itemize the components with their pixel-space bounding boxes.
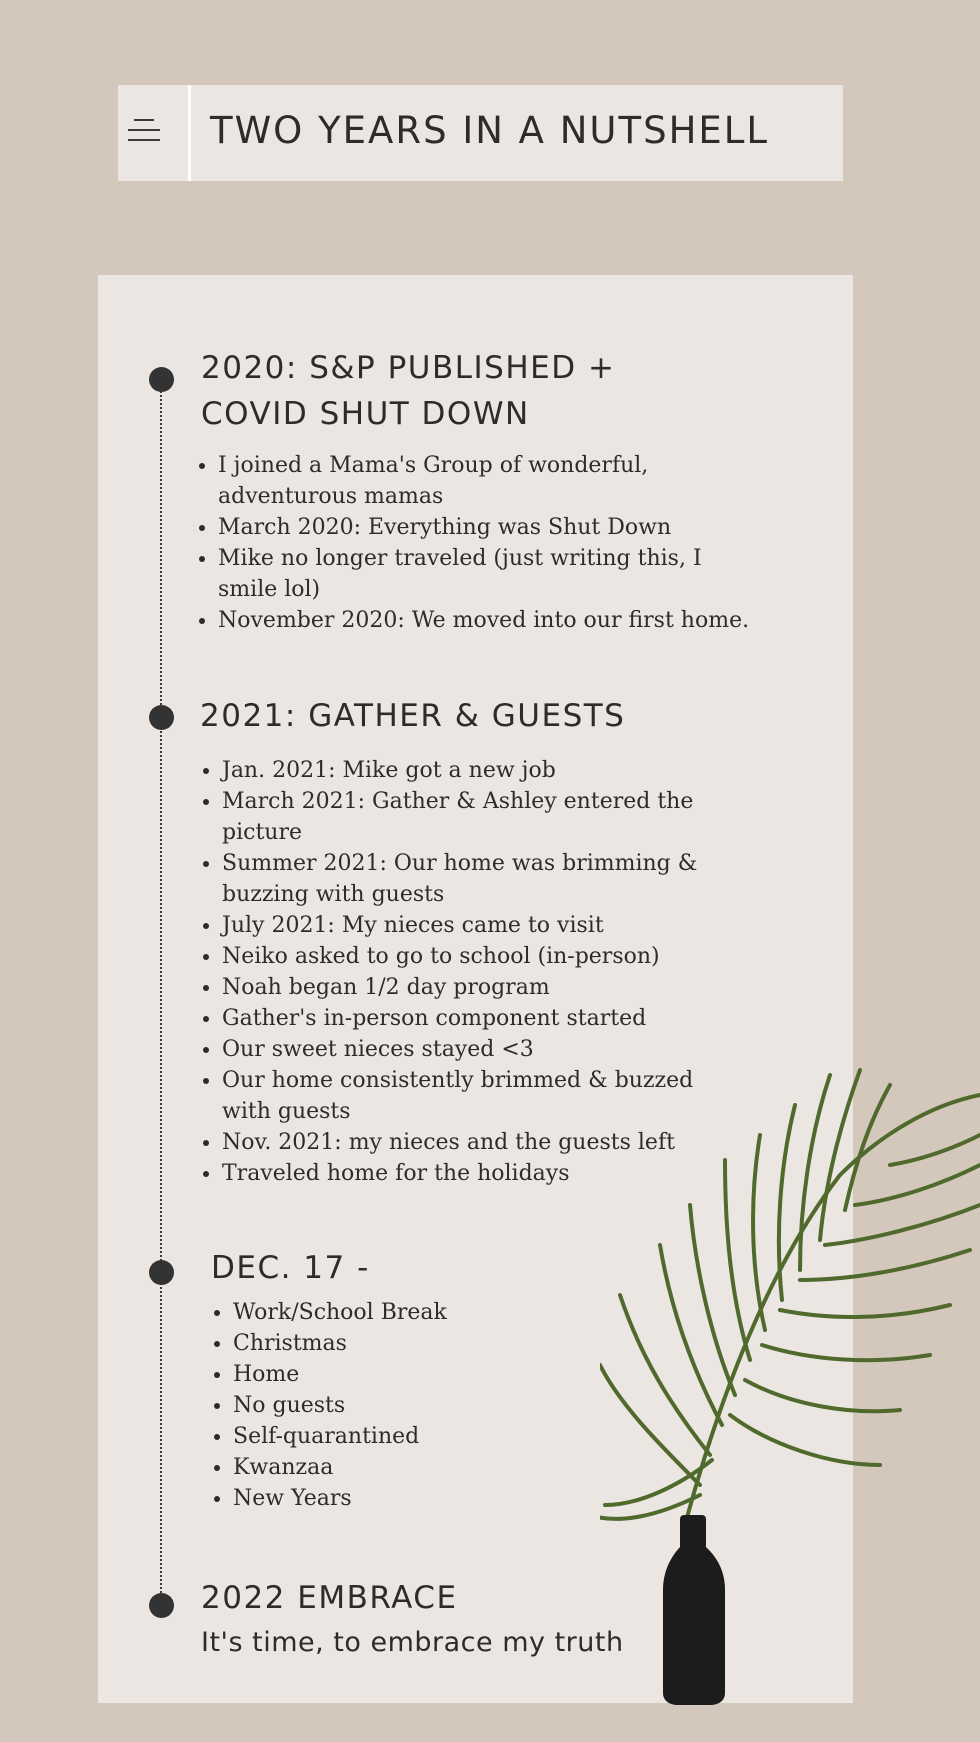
hamburger-menu-icon[interactable] (128, 117, 160, 143)
timeline-dot-2020 (149, 367, 174, 392)
list-item: • Kwanzaa (233, 1452, 553, 1483)
header-divider (188, 85, 191, 181)
timeline-line (160, 380, 162, 1605)
list-item: • July 2021: My nieces came to visit (222, 910, 742, 941)
vase-icon (663, 1515, 725, 1705)
list-item: • No guests (233, 1390, 553, 1421)
list-item: • November 2020: We moved into our first home. (218, 605, 758, 636)
list-item: • Neiko asked to go to school (in-person) (222, 941, 742, 972)
list-item: • Work/School Break (233, 1297, 553, 1328)
palm-leaf-icon (600, 1070, 980, 1525)
list-item: • New Years (233, 1483, 553, 1514)
timeline-dot-dec (149, 1260, 174, 1285)
list-item: • Our home consistently brimmed & buzzed with guests (222, 1065, 742, 1127)
list-item: • Mike no longer traveled (just writing this, I smile lol) (218, 543, 758, 605)
section-title-2022: 2022 EMBRACE (201, 1580, 458, 1616)
list-item: • Jan. 2021: Mike got a new job (222, 755, 742, 786)
palm-plant-illustration (600, 1065, 980, 1705)
list-item: • Christmas (233, 1328, 553, 1359)
section-title-2020: 2020: S&P PUBLISHED + COVID SHUT DOWN (201, 350, 616, 432)
page-title: TWO YEARS IN A NUTSHELL (210, 109, 770, 152)
list-item: • Home (233, 1359, 553, 1390)
header-bar (118, 85, 843, 181)
list-item: • Self-quarantined (233, 1421, 553, 1452)
list-2020 (198, 450, 758, 636)
list-item: • Summer 2021: Our home was brimming & buzzing with guests (222, 848, 742, 910)
list-item: • Gather's in-person component started (222, 1003, 742, 1034)
list-item: • I joined a Mama's Group of wonderful, adventurous mamas (218, 450, 758, 512)
list-item: • Noah began 1/2 day program (222, 972, 742, 1003)
section-title-2021: 2021: GATHER & GUESTS (200, 698, 626, 734)
list-dec (213, 1297, 553, 1514)
list-item: • Nov. 2021: my nieces and the guests left (222, 1127, 742, 1158)
list-item: • March 2020: Everything was Shut Down (218, 512, 758, 543)
timeline-dot-2021 (149, 705, 174, 730)
list-item: • Our sweet nieces stayed <3 (222, 1034, 742, 1065)
section-subtitle-2022: It's time, to embrace my truth (201, 1627, 624, 1658)
section-title-dec: DEC. 17 - (211, 1250, 370, 1286)
list-item: • Traveled home for the holidays (222, 1158, 742, 1189)
list-item: • March 2021: Gather & Ashley entered the picture (222, 786, 742, 848)
timeline-dot-2022 (149, 1593, 174, 1618)
